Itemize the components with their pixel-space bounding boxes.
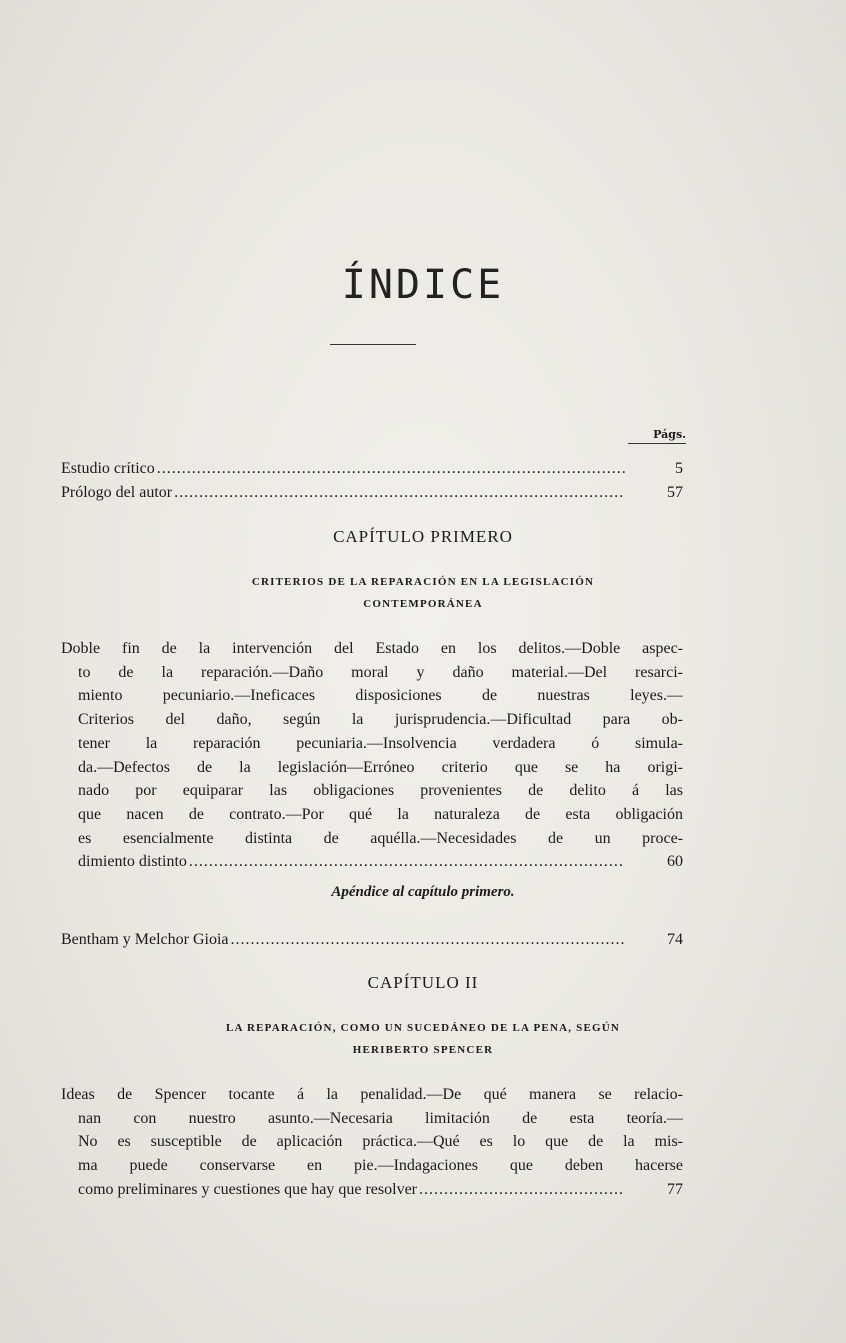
- toc-entry-text: dimiento distinto: [78, 853, 187, 871]
- chapter-1-heading: CAPÍTULO PRIMERO: [333, 527, 513, 546]
- appendix-heading: Apéndice al capítulo primero.: [331, 884, 515, 900]
- toc-entry-text: como preliminares y cuestiones que hay que resolver: [78, 1180, 417, 1198]
- toc-page-number: 57: [667, 484, 683, 501]
- chapter-2-heading: CAPÍTULO II: [367, 973, 479, 992]
- toc-entry-chapter-1[interactable]: [61, 637, 683, 874]
- toc-page-number: 60: [667, 853, 683, 871]
- leader-dots: [419, 1178, 625, 1202]
- toc-entry-line: Doble fin de la intervención del Estado en los delitos.—Doble aspec-: [61, 640, 683, 657]
- toc-entry-line: to de la reparación.—Daño moral y daño material.—Del resarci-: [78, 663, 683, 681]
- chapter-1-subtitle: [100, 571, 746, 615]
- toc-entry-line: tener la reparación pecuniaria.—Insolvencia verdadera ó simula-: [78, 734, 683, 752]
- title-rule: [330, 344, 416, 345]
- page-title: ÍNDICE: [341, 262, 505, 308]
- toc-entry-line: nan con nuestro asunto.—Necesaria limitación de esta teoría.—: [78, 1109, 683, 1127]
- leader-dots: [174, 481, 625, 505]
- toc-entry-line: ma puede conservarse en pie.—Indagaciones que deben hacerse: [78, 1157, 683, 1175]
- toc-entry-line: Ideas de Spencer tocante á la penalidad.—De qué manera se relacio-: [61, 1086, 683, 1103]
- toc-entry-estudio-critico[interactable]: [61, 457, 683, 481]
- toc-entry-chapter-2[interactable]: [61, 1083, 683, 1202]
- leader-dots: [231, 928, 625, 952]
- toc-entry-bentham[interactable]: [61, 928, 683, 952]
- toc-page-number: 77: [667, 1180, 683, 1198]
- toc-entry-line: da.—Defectos de la legislación—Erróneo criterio que se ha origi-: [78, 758, 683, 776]
- toc-entry-line: nado por equiparar las obligaciones provenientes de delito á las: [78, 782, 683, 800]
- toc-page-number: 74: [667, 931, 683, 948]
- chapter-2-subtitle: [100, 1017, 746, 1061]
- toc-entry-line: Criterios del daño, según la jurisprudencia.—Dificultad para ob-: [78, 711, 683, 729]
- toc-entry-text: Bentham y Melchor Gioia: [61, 931, 229, 948]
- toc-entry-prologo[interactable]: [61, 481, 683, 505]
- toc-entry-line: No es susceptible de aplicación práctica.—Qué es lo que de la mis-: [78, 1133, 683, 1151]
- toc-entry-text: Estudio crítico: [61, 460, 155, 477]
- chapter-1-subtitle-line-1: CRITERIOS DE LA REPARACIÓN EN LA LEGISLACIÓN: [251, 576, 595, 588]
- toc-entry-line: es esencialmente distinta de aquélla.—Necesidades de un proce-: [78, 829, 683, 847]
- pages-column-label: Págs.: [628, 428, 686, 444]
- toc-page-number: 5: [675, 460, 683, 477]
- leader-dots: [157, 457, 625, 481]
- chapter-2-subtitle-line-2: HERIBERTO SPENCER: [352, 1044, 494, 1056]
- toc-entry-line: miento pecuniario.—Ineficaces disposiciones de nuestras leyes.—: [78, 687, 683, 705]
- toc-entry-text: Prólogo del autor: [61, 484, 173, 501]
- chapter-1-subtitle-line-2: CONTEMPORÁNEA: [363, 598, 483, 610]
- chapter-2-subtitle-line-1: LA REPARACIÓN, COMO UN SUCEDÁNEO DE LA PENA, SEGÚN: [225, 1022, 621, 1034]
- leader-dots: [189, 850, 625, 874]
- toc-entry-line: que nacen de contrato.—Por qué la naturaleza de esta obligación: [78, 805, 683, 823]
